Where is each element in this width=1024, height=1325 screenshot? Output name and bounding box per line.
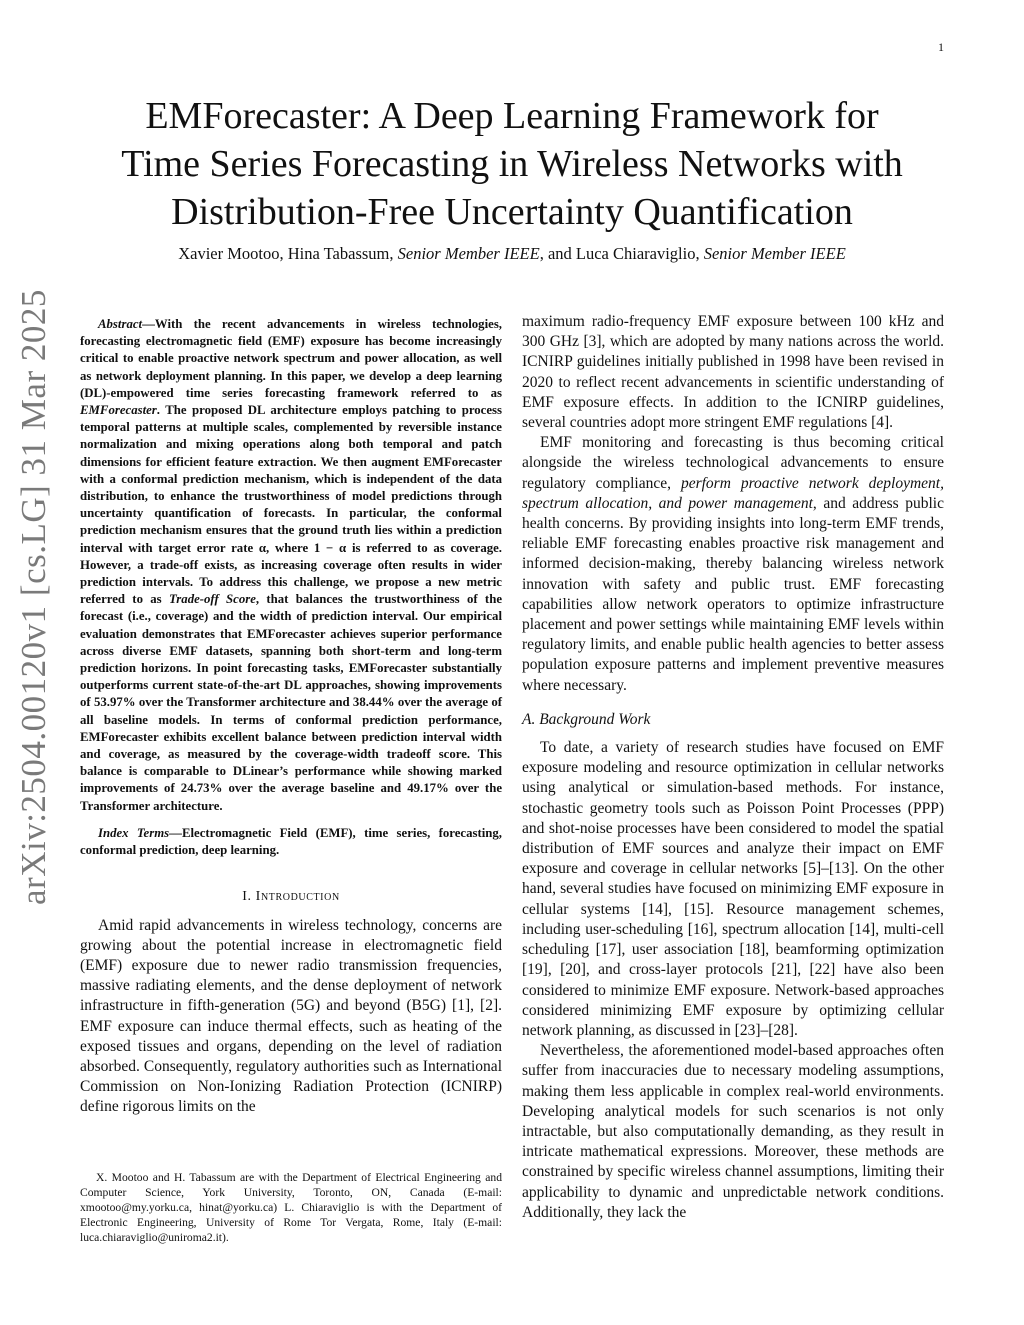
index-terms	[80, 825, 502, 859]
author-role: Senior Member IEEE	[397, 244, 540, 263]
abstract-label: Abstract	[98, 317, 143, 331]
emphasized-text: perform proactive network deployment, spectrum allocation, and power management	[522, 474, 944, 512]
abstract	[80, 316, 502, 815]
arxiv-identifier-stamp: arXiv:2504.00120v1 [cs.LG] 31 Mar 2025	[14, 289, 53, 905]
author-affiliation-footnote: X. Mootoo and H. Tabassum are with the Department of Electrical Engineering and Computer Science, York University, Toronto, ON, Canada (E-mail: xmootoo@my.yorku.ca, hinat@yorku.ca) L. Chiaraviglio is with the Department of Electronic Engineering, University of Rome Tor Vergata, Rome, Italy (E-mail: luca.chiaraviglio@uniroma2.it).	[80, 1171, 502, 1244]
index-terms-text: —Electromagnetic Field (EMF), time series, forecasting, conformal prediction, deep learning.	[80, 825, 502, 858]
body-text: , and address public health concerns. By providing insights into long-term EMF trends, reliable EMF forecasting enables proactive risk management and informed decision-making, thereby balancing wireless network innovation with safety and public trust. EMF forecasting capabilities allow network operators to optimize infrastructure placement and power settings while maintaining EMF levels within regulatory limits, and enable public health agencies to better assess population exposure patterns and implement preventive measures where necessary.	[522, 494, 944, 694]
authors-text: , and Luca Chiaraviglio,	[539, 244, 704, 263]
paper-title	[70, 92, 954, 236]
body-paragraph: maximum radio-frequency EMF exposure between 100 kHz and 300 GHz [3], which are adopted by many nations across the world. ICNIRP guidelines initially published in 1998 have been revised in 2020 to reflect recent advancements in scientific understanding of EMF exposure effects. In addition to the ICNIRP guidelines, several countries adopt more stringent EMF regulations [4].	[522, 313, 944, 432]
right-column	[522, 312, 944, 1223]
author-list	[70, 244, 954, 264]
title-line: Distribution-Free Uncertainty Quantification	[171, 191, 853, 233]
author-role: Senior Member IEEE	[703, 244, 846, 263]
section-heading-introduction: I. Introduction	[242, 889, 340, 905]
framework-name: EMForecaster	[80, 403, 157, 418]
intro-paragraph: Amid rapid advancements in wireless technology, concerns are growing about the potential increase in electromagnetic field (EMF) exposure due to newer radio transmission frequencies, massive radiating elements, and the dense deployment of network infrastructure in fifth-generation (5G) and beyond (B5G) [1], [2]. EMF exposure can induce thermal effects, such as heating of the exposed tissues and organs, depending on the level of radiation absorbed. Consequently, regulatory authorities such as International Commission on Non-Ionizing Radiation Protection (ICNIRP) define rigorous limits on the	[80, 916, 502, 1116]
body-text: EMF monitoring and forecasting is thus becoming critical alongside the wireless technological advancements to ensure regulatory compliance,	[522, 434, 944, 492]
abstract-text: —With the recent advancements in wireless technologies, forecasting electromagnetic field (EMF) exposure has become increasingly critical to enable proactive network spectrum and power allocation, as well as network deployment planning. In this paper, we develop a deep learning (DL)-empowered time series forecasting framework referred to as	[80, 317, 502, 400]
left-column	[80, 316, 502, 1118]
title-line: Time Series Forecasting in Wireless Networks with	[121, 143, 903, 185]
page-number: 1	[938, 40, 944, 54]
metric-name: Trade-off Score	[168, 592, 256, 607]
abstract-text: . The proposed DL architecture employs patching to process temporal patterns at multiple scales, complemented by reversible instance normalization and mixing operations along both temporal and patch dimensions for efficient feature extraction. We then augment EMForecaster with a conformal prediction mechanism, which is independent of the data distribution, to enhance the trustworthiness of model predictions through uncertainty quantification of forecasts. In particular, the conformal prediction mechanism ensures that the ground truth lies within a prediction interval with target error rate α, where 1 − α is referred to as coverage. However, a trade-off exists, as increasing coverage often results in wider prediction intervals. To address this challenge, we propose a new metric referred to as	[80, 403, 502, 607]
body-paragraph: To date, a variety of research studies have focused on EMF exposure modeling and resource optimization in cellular networks using analytical or simulation-based methods. For instance, stochastic geometry tools such as Poisson Point Processes (PPP) and shot-noise processes have been considered to model the spatial distribution of EMF sources and analyze their impact on EMF exposure and coverage in cellular networks [5]–[13]. On the other hand, several studies have focused on minimizing EMF exposure in cellular systems [14], [15]. Resource management schemes, including user-scheduling [16], spectrum allocation [14], multi-cell scheduling [17], user association [18], beamforming optimization [19], [20], and cross-layer protocols [21], [22] have also been considered to minimize EMF exposure. Network-based approaches considered minimizing EMF exposure by optimizing cellular network planning, as discussed in [23]–[28].	[522, 739, 944, 1039]
subsection-heading-background: A. Background Work	[522, 710, 651, 728]
authors-text: Xavier Mootoo, Hina Tabassum,	[178, 244, 398, 263]
index-terms-label: Index Terms	[98, 825, 170, 840]
body-paragraph	[522, 433, 944, 696]
body-paragraph: Nevertheless, the aforementioned model-based approaches often suffer from inaccuracies due to necessary modeling assumptions, making them less applicable in complex real-world environments. Developing analytical models for such scenarios is not only intractable, but also computationally demanding, as they result in intricate mathematical expressions. Moreover, these methods are constrained by specific wireless channel assumptions, limiting their applicability to dynamic and unpredictable network conditions. Additionally, they lack the	[522, 1042, 944, 1221]
abstract-text: , that balances the trustworthiness of the forecast (i.e., coverage) and the width of prediction interval. Our empirical evaluation demonstrates that EMForecaster achieves superior performance across diverse EMF datasets, spanning both short-term and long-term prediction horizons. In point forecasting tasks, EMForecaster substantially outperforms current state-of-the-art DL approaches, showing improvements of 53.97% over the Transformer architecture and 38.44% over the average of all baseline models. In terms of conformal prediction performance, EMForecaster exhibits excellent balance between prediction interval width and coverage, as measured by the coverage-width tradeoff score. This balance is comparable to DLinear’s performance while showing marked improvements of 24.73% over the average baseline and 49.17% over the Transformer architecture.	[80, 592, 502, 813]
title-line: EMForecaster: A Deep Learning Framework for	[145, 95, 879, 137]
